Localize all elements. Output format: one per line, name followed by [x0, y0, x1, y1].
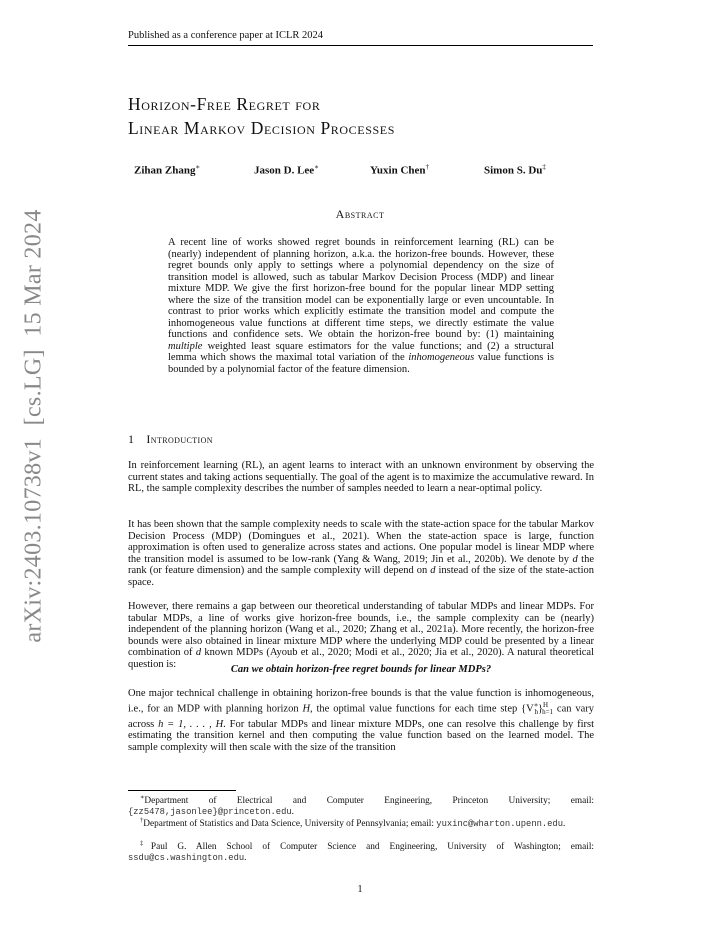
footnote-3: ‡Paul G. Allen School of Computer Science and Engineering, University of Washington; email: ssdu@cs.washington.edu. [128, 840, 595, 863]
paper-title [128, 92, 395, 140]
page-number: 1 [357, 884, 363, 895]
title-line-2: Linear Markov Decision Processes [128, 118, 395, 138]
title-line-1: Horizon-Free Regret for [128, 94, 321, 114]
arxiv-sidebar [14, 209, 54, 643]
intro-paragraph-2: It has been shown that the sample complexity needs to scale with the state-action space for the tabular Markov Decision Process (MDP) (Domingues et al., 2021). When the state-action space is large, function approximation is often used to generalize across states and actions. One popular model is linear MDP where the transition model is assumed to be low-rank (Yang & Wang, 2019; Jin et al., 2020b). We denote by d the rank (or feature dimension) and the sample complexity will depend on d instead of the size of the state-action space. [128, 519, 594, 588]
arxiv-id: arXiv:2403.10738v1 [cs.LG] 15 Mar 2024 [20, 209, 47, 643]
header-rule [128, 45, 593, 46]
author-1: Zihan Zhang∗ [134, 163, 201, 177]
abstract-heading: Abstract [335, 207, 385, 221]
footnote-1: ∗Department of Electrical and Computer Engineering, Princeton University; email: {zz5478,jasonlee}@princeton.edu. [128, 794, 594, 817]
abstract-body: A recent line of works showed regret bounds in reinforcement learning (RL) can be (nearly) independent of planning horizon, a.k.a. the horizon-free bounds. However, these regret bounds only apply to settings where a polynomial dependency on the size of transition model is allowed, such as tabular Markov Decision Process (MDP) and linear mixture MDP. We give the first horizon-free bound for the popular linear MDP setting where the size of the transition model can be exponentially large or even uncountable. In contrast to prior works which explicitly estimate the transition model and compute the inhomogeneous value functions at different time steps, we directly estimate the value functions and confidence sets. We obtain the horizon-free bound by: (1) maintaining multiple weighted least square estimators for the value functions; and (2) a structural lemma which shows the maximal total variation of the inhomogeneous value functions is bounded by a polynomial factor of the feature dimension. [168, 237, 554, 375]
author-3: Yuxin Chen† [370, 163, 430, 177]
author-2: Jason D. Lee∗ [254, 163, 319, 177]
intro-paragraph-1: In reinforcement learning (RL), an agent learns to interact with an unknown environment by observing the current states and taking actions sequentially. The goal of the agent is to maximize the accumulative reward. In RL, the sample complexity describes the number of samples needed to learn a near-optimal policy. [128, 460, 594, 495]
section-heading-introduction: 1 Introduction [128, 432, 213, 446]
intro-paragraph-4: One major technical challenge in obtaining horizon-free bounds is that the value function is inhomogeneous, i.e., for an MDP with planning horizon H, the optimal value functions for each time step $\{V^∗_h\}^H_{h=1}$ can vary across h = 1, . . . , H. For tabular MDPs and linear mixture MDPs, one can resolve this challenge by first estimating the transition kernel and then computing the value function based on the learned model. The sample complexity will then scale with the size of the transition [128, 688, 595, 753]
footnote-rule [128, 790, 236, 791]
conference-header: Published as a conference paper at ICLR 2024 [128, 30, 324, 41]
author-4: Simon S. Du‡ [484, 163, 546, 177]
intro-paragraph-3: However, there remains a gap between our theoretical understanding of tabular MDPs and linear MDPs. For tabular MDPs, a line of works give horizon-free bounds, i.e., the sample complexity can be (nearly) independent of the planning horizon (Wang et al., 2020; Zhang et al., 2021a). More recently, the horizon-free bounds were also obtained in linear mixture MDP where the underlying MDP could be presented by a linear combination of d known MDPs (Ayoub et al., 2020; Modi et al., 2020; Jia et al., 2020). A natural theoretical question is: [128, 601, 595, 670]
footnote-2: †Department of Statistics and Data Science, University of Pennsylvania; email: yuxinc@wharton.upenn.edu. [140, 817, 566, 830]
research-question: Can we obtain horizon-free regret bounds for linear MDPs? [230, 664, 492, 675]
